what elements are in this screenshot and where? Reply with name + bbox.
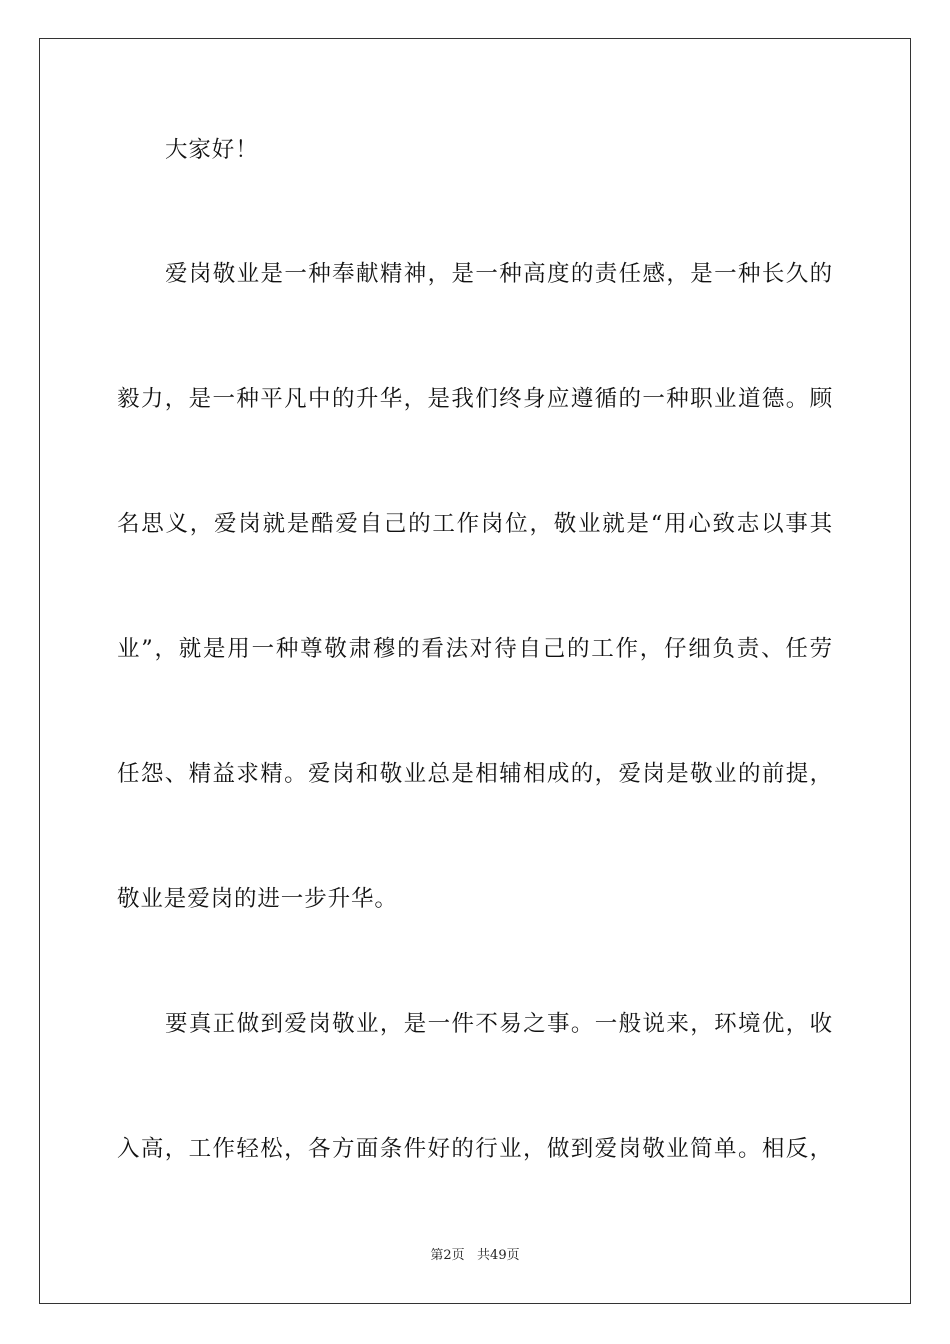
paragraph-1-line-4: 业”，就是用一种尊敬肃穆的看法对待自己的工作，仔细负责、任劳 — [117, 636, 833, 662]
paragraph-1-line-6: 敬业是爱岗的进一步升华。 — [117, 886, 398, 912]
paragraph-1-line-5: 任怨、精益求精。爱岗和敬业总是相辅相成的，爱岗是敬业的前提， — [117, 761, 833, 787]
page-number-footer: 第2页 共49页 — [430, 1248, 520, 1263]
page-border — [39, 38, 911, 1304]
paragraph-2-line-2: 入高，工作轻松，各方面条件好的行业，做到爱岗敬业简单。相反， — [117, 1136, 833, 1162]
paragraph-2-line-1: 要真正做到爱岗敬业，是一件不易之事。一般说来，环境优，收 — [165, 1011, 833, 1037]
paragraph-1-line-1: 爱岗敬业是一种奉献精神，是一种高度的责任感，是一种长久的 — [165, 261, 833, 287]
paragraph-1-line-3: 名思义，爱岗就是酷爱自己的工作岗位，敬业就是“用心致志以事其 — [117, 511, 833, 537]
paragraph-1-line-2: 毅力，是一种平凡中的升华，是我们终身应遵循的一种职业道德。顾 — [117, 386, 833, 412]
greeting-line: 大家好！ — [165, 137, 259, 163]
